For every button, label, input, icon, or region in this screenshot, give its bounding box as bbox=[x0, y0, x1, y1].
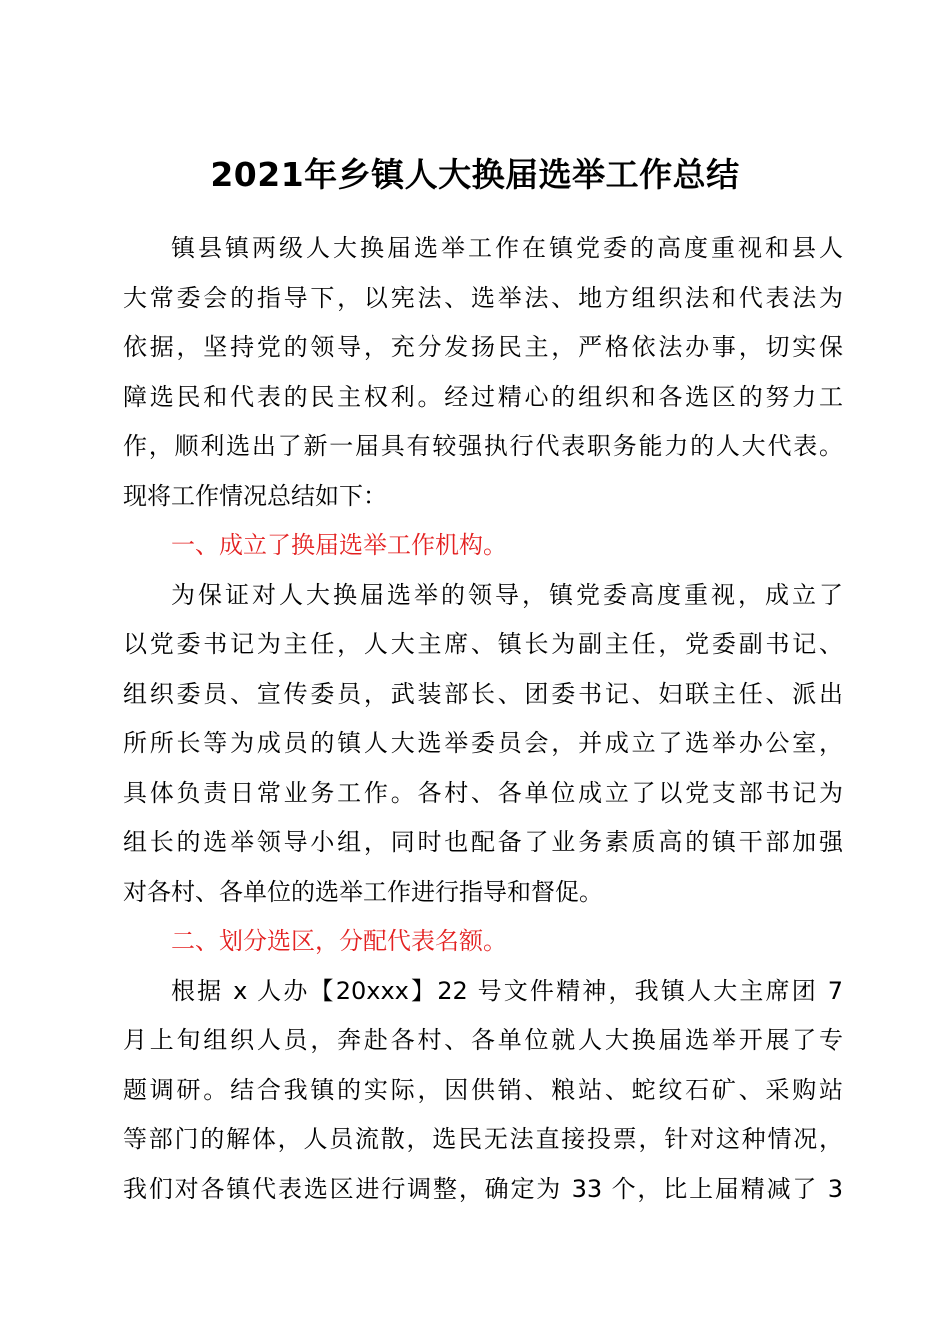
text-line: 具体负责日常业务工作。各村、各单位成立了以党支部书记为 bbox=[123, 778, 843, 807]
text-line: 对各村、各单位的选举工作进行指导和督促。 bbox=[123, 877, 603, 906]
section-heading-2 bbox=[123, 917, 843, 967]
text-line: 为保证对人大换届选举的领导，镇党委高度重视，成立了 bbox=[171, 580, 843, 609]
text-line: 月上旬组织人员，奔赴各村、各单位就人大换届选举开展了专 bbox=[123, 1026, 843, 1054]
text-line: 障选民和代表的民主权利。经过精心的组织和各选区的努力工 bbox=[123, 382, 843, 411]
text-line: 大常委会的指导下，以宪法、选举法、地方组织法和代表法为 bbox=[123, 283, 843, 312]
paragraph-intro bbox=[123, 224, 843, 521]
paragraph-districts bbox=[123, 967, 843, 1215]
text-line: 依据，坚持党的领导，充分发扬民主，严格依法办事，切实保 bbox=[123, 333, 843, 361]
document-title: 2021年乡镇人大换届选举工作总结 bbox=[210, 155, 740, 194]
text-line: 我们对各镇代表选区进行调整，确定为 33 个，比上届精减了 3 bbox=[123, 1174, 843, 1203]
document-body bbox=[123, 224, 843, 1214]
text-line: 组长的选举领导小组，同时也配备了业务素质高的镇干部加强 bbox=[123, 828, 843, 856]
text-line: 以党委书记为主任，人大主席、镇长为副主任，党委副书记、 bbox=[123, 630, 843, 658]
section-heading: 二、划分选区，分配代表名额。 bbox=[171, 927, 507, 955]
text-line: 根据 x 人办【20xxx】22 号文件精神，我镇人大主席团 7 bbox=[171, 976, 843, 1005]
text-line: 等部门的解体，人员流散，选民无法直接投票，针对这种情况， bbox=[123, 1125, 843, 1153]
text-line: 题调研。结合我镇的实际，因供销、粮站、蛇纹石矿、采购站 bbox=[123, 1075, 843, 1104]
paragraph-organization bbox=[123, 571, 843, 918]
section-heading: 一、成立了换届选举工作机构。 bbox=[171, 531, 507, 559]
text-line: 作，顺利选出了新一届具有较强执行代表职务能力的人大代表。 bbox=[123, 432, 843, 460]
text-line: 现将工作情况总结如下： bbox=[123, 481, 387, 510]
text-line: 组织委员、宣传委员，武装部长、团委书记、妇联主任、派出 bbox=[123, 679, 843, 708]
section-heading-1 bbox=[123, 521, 843, 571]
text-line: 所所长等为成员的镇人大选举委员会，并成立了选举办公室， bbox=[123, 729, 843, 757]
text-line: 镇县镇两级人大换届选举工作在镇党委的高度重视和县人 bbox=[171, 234, 843, 262]
